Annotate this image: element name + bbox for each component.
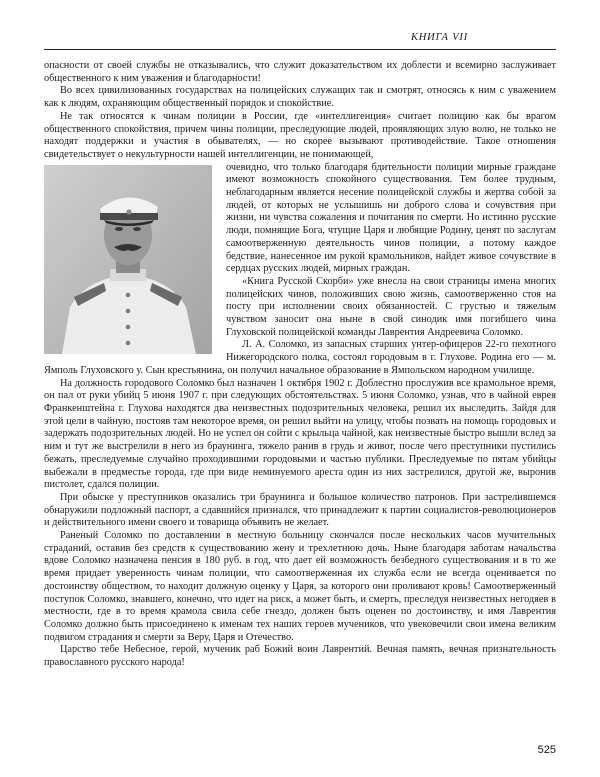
paragraph: Не так относятся к чинам полиции в России, где «интеллигенция» считает полицию как бы врагом общественного спокойствия, причем чины полиции, преследующие людей, проявляющих злую волю, не только не находят поддержки и участия в обывателях, — но скорее вызывают противодействие. Такое отношения свидетельствует о некультурности нашей интеллигенции, не понимающей, — [44, 110, 556, 160]
paragraph: Раненый Соломко по доставлении в местную больницу скончался после нескольких часов мучительных страданий, оставив без средств к существованию жену и трехлетнюю дочь. Ныне благодаря заботам начальства вдове Соломко назначена пенсия в 180 руб. в год, что дает ей возможность безбедного существования и в то же время придает уверенность чинам полиции, что самоотверженная их служба если не всегда оценивается по достоинству обществом, то находит должную оценку у Царя, за которого они проливают кровь! Самоотверженный поступок Соломко, знавшего, конечно, что идет на риск, а может быть, и смерть, преследуя неизвестных негодяев в местности, где в то время крамола свила себе гнездо, должен быть оценен по достоинству, и имя Лаврентия Соломко должно быть присоединено к именам тех наших героев мучеников, что увековечили свои имена великим подвигом страдания и смерти за Веру, Царя и Отечество. — [44, 530, 556, 643]
paragraph: Л. А. Соломко, из запасных старших унтер-офицеров 22-го пехотного Нижегородского полка, состоял городовым в г. Глухове. Родина его — м. Ямполь Глуховского у. Сын крестьянина, он получил начальное образование в Ямпольском народном училище. — [44, 339, 556, 376]
paragraph: Во всех цивилизованных государствах на полицейских служащих так и смотрят, относясь к ним с уважением как к людям, охраняющим общественный порядок и спокойствие. — [44, 85, 556, 110]
paragraph: На должность городового Соломко был назначен 1 октября 1902 г. Доблестно прослужив все крамольное время, он пал от руки убийц 5 июня 1907 г. при следующих обстоятельствах. 5 июня Соломко, узнав, что в чайной еврея Франкенштейна г. Глухова находятся два неизвестных подозрительных человека, решил их выследить. Зайдя для этой цели в чайную, постояв там некоторое время, он решил выйти на улицу, чтобы позвать на помощь городовых и задержать подозрительных людей. Но не успел он сойти с крыльца чайной, как неизвестные быстро вышли вслед за ним и тут же выстрелили в него из браунинга, тяжело ранив в грудь и живот, после чего преступники пустились бежать, преследуемые случайно проходившими городовыми и частью публики. Преследуемые по пятам убийцы выбежали в предместье города, где при виде неминуемого ареста один из них застрелился, другой же, выронив пистолет, сдался полиции. — [44, 377, 556, 491]
page-number: 525 — [537, 744, 556, 756]
paragraph: опасности от своей службы не отказывались, что служит доказательством их доблести и всемирно заслуживает общественного к ним уважения и благодарности! — [44, 60, 556, 84]
running-header — [44, 26, 556, 46]
paragraph: «Книга Русской Скорби» уже внесла на свои страницы имена многих полицейских чинов, положивших свою жизнь, самоотверженно стоя на посту при исполнении своих обязанностей. С грустью и тяжелым чувством заносит она ныне в свой синодик имя погибшего чина Глуховской полицейской команды Лаврентия Андреевича Соломко. — [226, 275, 556, 338]
running-title: КНИГА VII — [411, 32, 468, 43]
article-body — [44, 60, 556, 670]
portrait-photo — [44, 165, 212, 354]
paragraph: Царство тебе Небесное, герой, мученик раб Божий воин Лаврентий. Вечная память, вечная признательность православного русского народа! — [44, 644, 556, 669]
book-page — [44, 26, 556, 762]
paragraph: При обыске у преступников оказались три браунинга и большое количество патронов. При застрелившемся обнаружили подложный паспорт, а сдавшийся признался, что принадлежит к партии социалистов-революционеров и действительного имени своего и товарища объявить не желает. — [44, 491, 556, 529]
header-rule — [44, 49, 556, 50]
paragraph: очевидно, что только благодаря бдительности полиции мирные граждане имеют возможность спокойного существования. Тем более трудным, неблагодарным является несение полицейской службы и жертва собой за людей, от которых не услышишь ни доброго слова и сочувствия при жизни, ни чувства сожаления и почитания по смерти. Но истинно русские люди, помнящие Бога, чтущие Царя и любящие Родину, ценят по заслугам самоотверженную деятельность чинов полиции, а потому каждое бедствие, нанесенное им рукой крамольников, найдет живое сочувствие в сердцах русских людей, мирных граждан. — [226, 161, 556, 275]
